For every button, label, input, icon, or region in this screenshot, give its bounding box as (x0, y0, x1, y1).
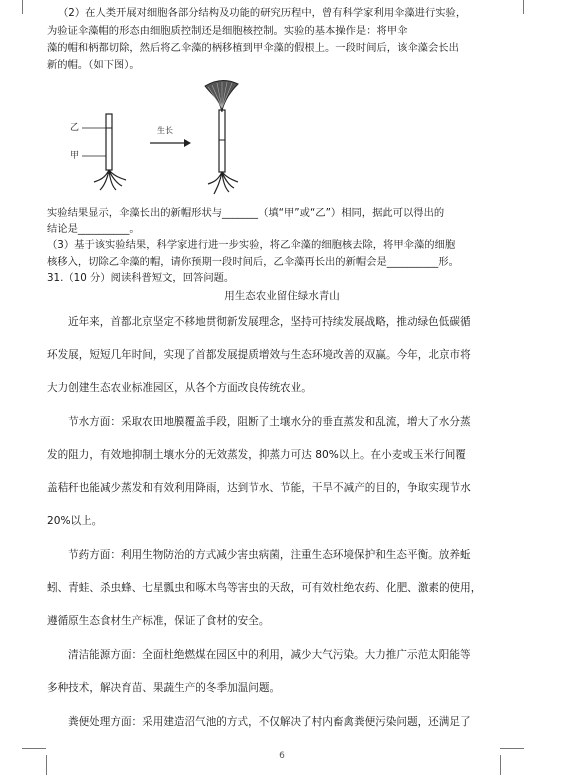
q2-line-3: 藻的帽和柄都切除，然后将乙伞藻的柄移植到甲伞藻的假根上。一段时间后，该伞藻会长出 (47, 42, 459, 54)
article-title: 用生态农业留住绿水青山 (224, 290, 340, 302)
p1-line-1: 近年来，首都北京坚定不移地贯彻新发展理念，坚持可持续发展战略，推动绿色低碳循 (68, 316, 471, 328)
p5-line-1: 粪便处理方面：采用建造沼气池的方式，不仅解决了村内畜禽粪便污染问题，还满足了 (68, 716, 471, 728)
q2-result-line-1: 实验结果显示，伞藻长出的新帽形状与_______（填“甲”或“乙”）相同，据此可以得出的 (47, 207, 445, 219)
page-number: 6 (279, 751, 285, 761)
p3-line-1: 节药方面：利用生物防治的方式减少害虫病菌，注重生态环境保护和生态平衡。放养蚯 (68, 549, 471, 561)
p2-line-4: 20%以上。 (47, 515, 103, 527)
crop-mark-top-right (523, 0, 524, 14)
p1-line-2: 环发展，短短几年时间，实现了首都发展提质增效与生态环境改善的双赢。今年，北京市将 (47, 349, 471, 361)
p4-line-2: 多种技术，解决育苗、果蔬生产的冬季加温问题。 (47, 682, 281, 694)
q2-result-line-2: 结论是__________。 (47, 223, 140, 235)
crop-mark-bottom-left-h (22, 748, 46, 749)
crop-mark-bottom-right-h (500, 748, 524, 749)
q3-line-1: （3）基于该实验结果，科学家进行进一步实验，将乙伞藻的细胞核去除，将甲伞藻的细胞 (47, 239, 456, 251)
growth-arrow (148, 136, 192, 150)
arrow-label: 生长 (157, 126, 173, 135)
q3-line-2: 核移入，切除乙伞藻的帽，请你预期一段时间后，乙伞藻再长出的新帽会是__________形。 (47, 256, 459, 268)
q2-line-2: 为验证伞藻帽的形态由细胞质控制还是细胞核控制。实验的基本操作是：将甲伞 (47, 25, 408, 37)
q2-line-4: 新的帽。（如下图）。 (47, 59, 140, 71)
q31-header: 31.（10 分）阅读科普短文，回答问题。 (47, 272, 235, 284)
p3-line-3: 遵循原生态食材生产标准，保证了食材的安全。 (47, 615, 270, 627)
figure-label-yi: 乙 (70, 123, 80, 133)
p2-line-1: 节水方面：采取农田地膜覆盖手段，阻断了土壤水分的垂直蒸发和乱流，增大了水分蒸 (68, 416, 471, 428)
figure-label-jia: 甲 (70, 151, 80, 161)
p3-line-2: 蚓、青蛙、杀虫蜂、七星瓢虫和啄木鸟等害虫的天敌，可有效杜绝农药、化肥、激素的使用， (47, 582, 482, 594)
q2-line-1: （2）在人类开展对细胞各部分结构及功能的研究历程中，曾有科学家利用伞藻进行实验， (58, 7, 467, 19)
crop-mark-top-left (22, 0, 23, 14)
p2-line-3: 盖秸秆也能减少蒸发和有效利用降雨，达到节水、节能，干旱不减产的目的，争取实现节水 (47, 482, 471, 494)
p4-line-1: 清洁能源方面：全面杜绝燃煤在园区中的利用，减少大气污染。大力推广示范太阳能等 (68, 649, 471, 661)
p1-line-3: 大力创建生态农业标准园区，从各个方面改良传统农业。 (47, 382, 312, 394)
figure-right-plant (200, 78, 260, 202)
p2-line-2: 发的阻力，有效地抑制土壤水分的无效蒸发，抑蒸力可达 80%以上。在小麦或玉米行间覆 (47, 449, 466, 461)
